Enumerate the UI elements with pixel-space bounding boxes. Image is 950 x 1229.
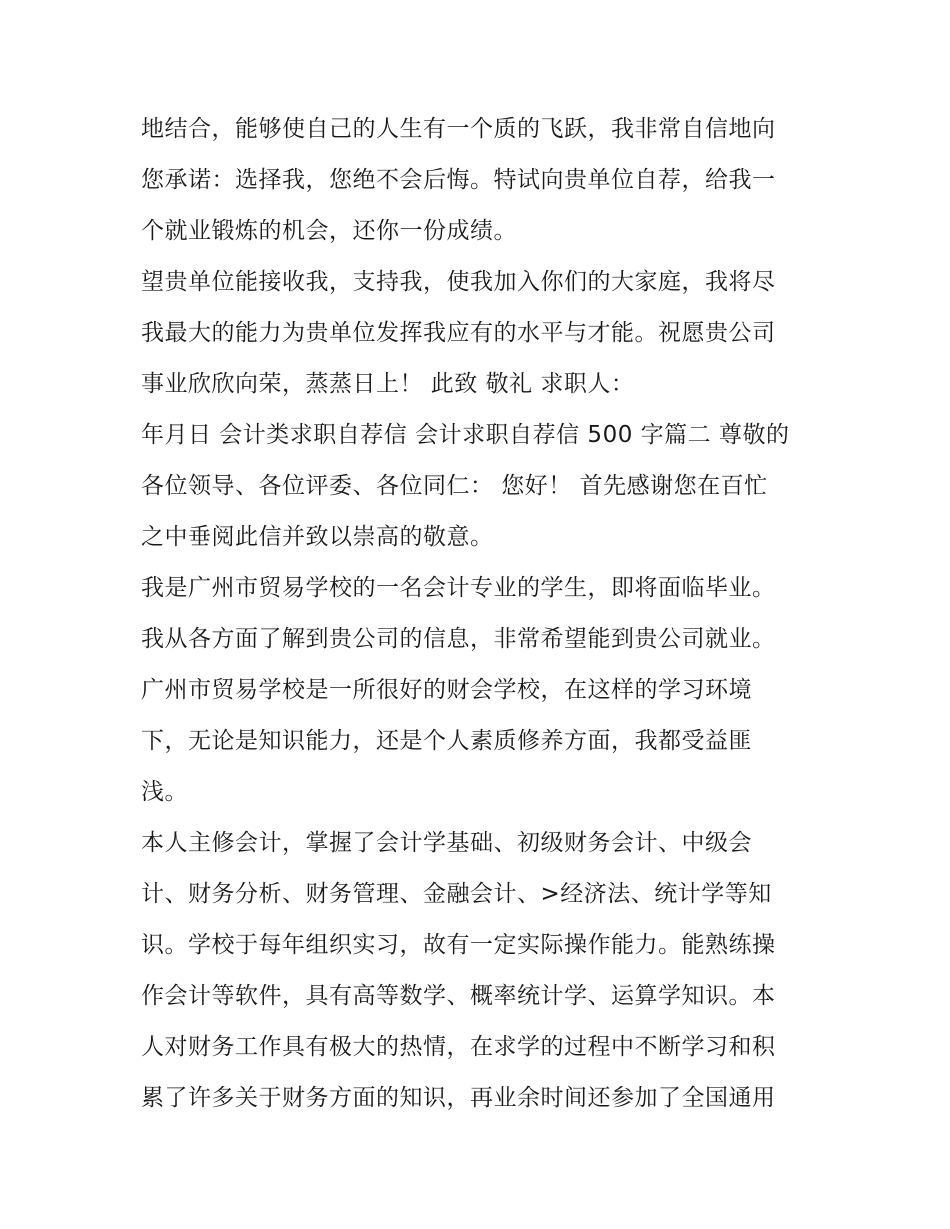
body-text (141, 104, 816, 1124)
text-line: 个就业锻炼的机会，还你一份成绩。 (141, 218, 517, 244)
text-line: 各位领导、各位评委、各位同仁： 您好！ 首先感谢您在百忙 (141, 473, 768, 499)
text-line: 我最大的能力为贵单位发挥我应有的水平与才能。祝愿贵公司 (141, 320, 776, 346)
text-line: 浅。 (141, 779, 188, 805)
text-line: 之中垂阅此信并致以崇高的敬意。 (141, 524, 494, 550)
text-line: 您承诺：选择我，您绝不会后悔。特试向贵单位自荐，给我一 (141, 167, 776, 193)
text-line: 我是广州市贸易学校的一名会计专业的学生，即将面临毕业。 (141, 575, 776, 601)
text-line: 广州市贸易学校是一所很好的财会学校，在这样的学习环境 (141, 677, 752, 703)
text-line: 年月日 会计类求职自荐信 会计求职自荐信 500 字篇二 尊敬的 (141, 422, 790, 448)
text-line: 望贵单位能接收我，支持我，使我加入你们的大家庭，我将尽 (141, 269, 776, 295)
text-line: 地结合，能够使自己的人生有一个质的飞跃，我非常自信地向 (141, 116, 776, 142)
text-line: 作会计等软件，具有高等数学、概率统计学、运算学知识。本 (141, 983, 776, 1009)
text-line: 我从各方面了解到贵公司的信息，非常希望能到贵公司就业。 (141, 626, 776, 652)
text-line: 计、财务分析、财务管理、金融会计、>经济法、统计学等知 (141, 881, 772, 907)
text-line: 人对财务工作具有极大的热情，在求学的过程中不断学习和积 (141, 1034, 776, 1060)
text-line: 识。学校于每年组织实习，故有一定实际操作能力。能熟练操 (141, 932, 776, 958)
text-line: 事业欣欣向荣，蒸蒸日上！ 此致 敬礼 求职人： (141, 371, 635, 397)
text-line: 本人主修会计，掌握了会计学基础、初级财务会计、中级会 (141, 830, 752, 856)
text-line: 下，无论是知识能力，还是个人素质修养方面，我都受益匪 (141, 728, 752, 754)
text-line: 累了许多关于财务方面的知识，再业余时间还参加了全国通用 (141, 1085, 776, 1111)
